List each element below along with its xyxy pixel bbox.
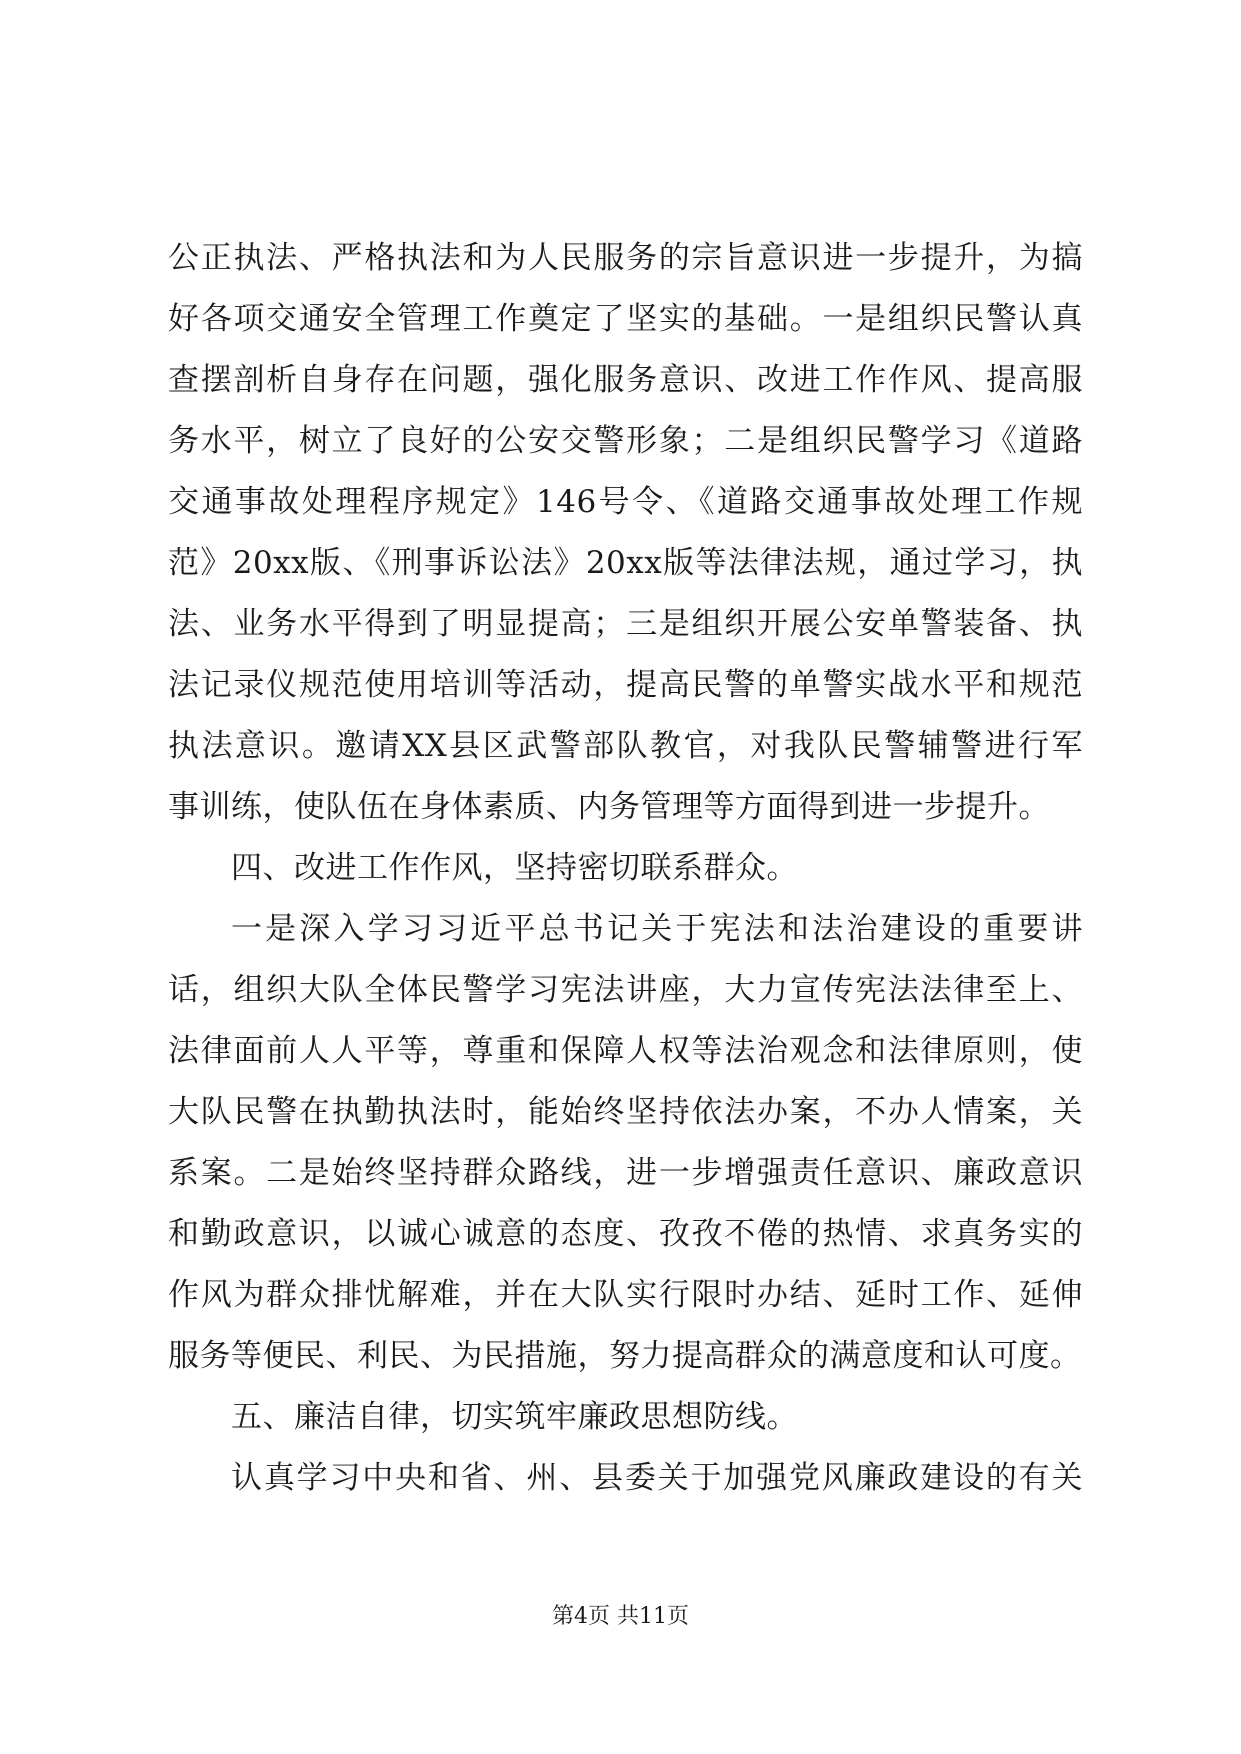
text-line: 交通事故处理程序规定》146号令、《道路交通事故处理工作规 [168,484,1083,520]
text-line: 话，组织大队全体民警学习宪法讲座，大力宣传宪法法律至上、 [168,972,1083,1008]
text-line: 法记录仪规范使用培训等活动，提高民警的单警实战水平和规范 [168,667,1083,703]
page-number-footer: 第4页 共11页 [552,1604,689,1629]
text-line: 大队民警在执勤执法时，能始终坚持依法办案，不办人情案，关 [168,1094,1083,1130]
text-line: 事训练，使队伍在身体素质、内务管理等方面得到进一步提升。 [168,789,1050,825]
text-line: 和勤政意识，以诚心诚意的态度、孜孜不倦的热情、求真务实的 [168,1216,1083,1252]
section-heading: 四、改进工作作风，坚持密切联系群众。 [231,850,798,886]
text-line: 查摆剖析自身存在问题，强化服务意识、改进工作作风、提高服 [168,362,1083,398]
text-line: 法、业务水平得到了明显提高；三是组织开展公安单警装备、执 [168,606,1083,642]
text-line: 好各项交通安全管理工作奠定了坚实的基础。一是组织民警认真 [168,301,1083,337]
text-line: 法律面前人人平等，尊重和保障人权等法治观念和法律原则，使 [168,1033,1083,1069]
text-line: 务水平，树立了良好的公安交警形象；二是组织民警学习《道路 [168,423,1083,459]
section-heading: 五、廉洁自律，切实筑牢廉政思想防线。 [231,1399,798,1435]
text-line: 作风为群众排忧解难，并在大队实行限时办结、延时工作、延伸 [168,1277,1083,1313]
text-line: 执法意识。邀请XX县区武警部队教官，对我队民警辅警进行军 [168,728,1083,764]
text-line: 认真学习中央和省、州、县委关于加强党风廉政建设的有关 [231,1460,1083,1496]
text-line: 一是深入学习习近平总书记关于宪法和法治建设的重要讲 [231,911,1083,947]
text-line: 服务等便民、利民、为民措施，努力提高群众的满意度和认可度。 [168,1338,1082,1374]
text-line: 公正执法、严格执法和为人民服务的宗旨意识进一步提升，为搞 [168,240,1083,276]
document-body [168,228,1083,1509]
text-line: 系案。二是始终坚持群众路线，进一步增强责任意识、廉政意识 [168,1155,1083,1191]
text-line: 范》20xx版、《刑事诉讼法》20xx版等法律法规，通过学习，执 [168,545,1083,581]
